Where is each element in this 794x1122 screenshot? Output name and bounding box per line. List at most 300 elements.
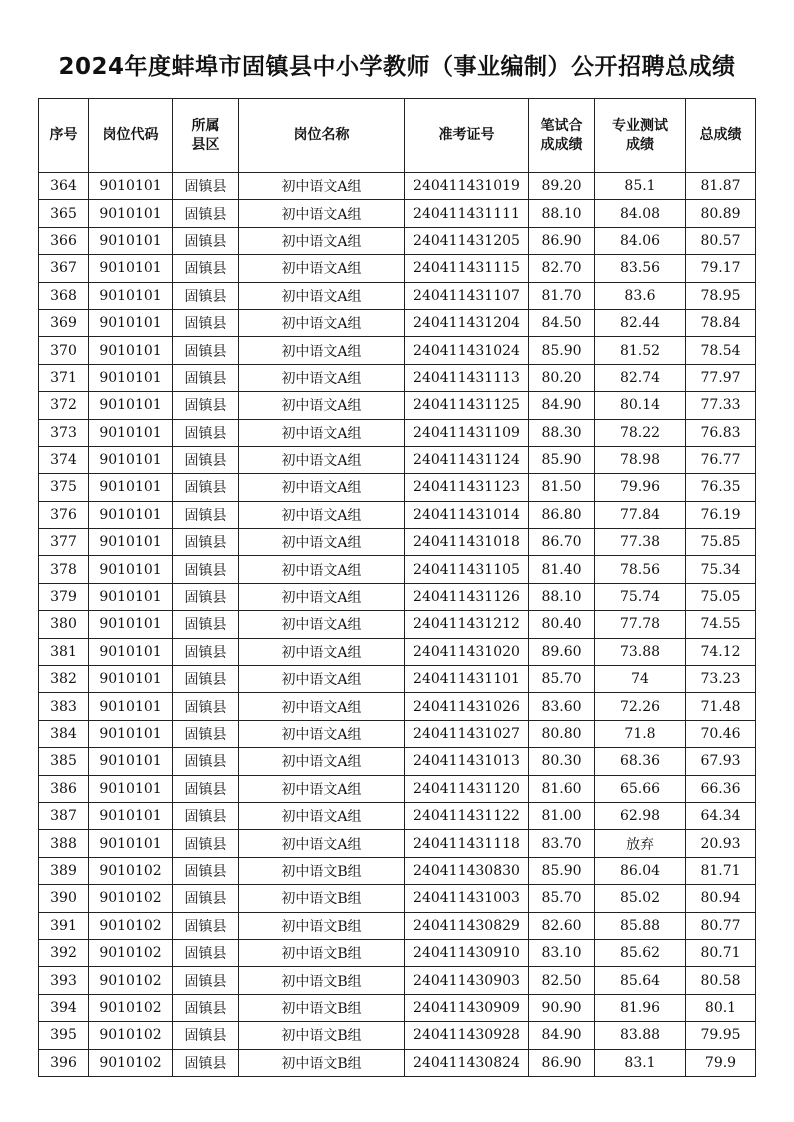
table-row (39, 775, 756, 802)
header-professional-line1: 专业测试 (612, 117, 668, 134)
cell-post-code: 9010101 (89, 173, 173, 200)
cell-post-code: 9010101 (89, 529, 173, 556)
cell-ticket-number: 240411431018 (405, 529, 529, 556)
cell-total-score: 81.71 (686, 857, 756, 884)
header-total-score (686, 99, 756, 173)
cell-post-name: 初中语文A组 (239, 775, 405, 802)
cell-written-score: 80.30 (529, 748, 595, 775)
cell-county: 固镇县 (173, 501, 239, 528)
cell-professional-score: 83.56 (595, 255, 686, 282)
cell-professional-score: 62.98 (595, 802, 686, 829)
table-row (39, 912, 756, 939)
cell-ticket-number: 240411431027 (405, 720, 529, 747)
cell-professional-score: 80.14 (595, 392, 686, 419)
cell-total-score: 64.34 (686, 802, 756, 829)
cell-post-name: 初中语文B组 (239, 939, 405, 966)
cell-professional-score: 85.62 (595, 939, 686, 966)
cell-post-name: 初中语文A组 (239, 364, 405, 391)
cell-total-score: 79.95 (686, 1022, 756, 1049)
cell-written-score: 80.80 (529, 720, 595, 747)
cell-seq: 372 (39, 392, 89, 419)
cell-county: 固镇县 (173, 309, 239, 336)
cell-county: 固镇县 (173, 1022, 239, 1049)
cell-written-score: 81.60 (529, 775, 595, 802)
table-row (39, 720, 756, 747)
cell-professional-score: 77.38 (595, 529, 686, 556)
cell-ticket-number: 240411430909 (405, 994, 529, 1021)
header-post-code-label: 岗位代码 (102, 127, 159, 143)
table-row (39, 474, 756, 501)
cell-professional-score: 85.88 (595, 912, 686, 939)
cell-written-score: 80.20 (529, 364, 595, 391)
cell-county: 固镇县 (173, 446, 239, 473)
header-written-line1: 笔试合 (540, 117, 583, 134)
cell-professional-score: 75.74 (595, 583, 686, 610)
cell-ticket-number: 240411431003 (405, 885, 529, 912)
cell-professional-score: 78.98 (595, 446, 686, 473)
cell-total-score: 80.57 (686, 227, 756, 254)
cell-county: 固镇县 (173, 173, 239, 200)
cell-seq: 366 (39, 227, 89, 254)
header-ticket-number (405, 99, 529, 173)
cell-post-name: 初中语文A组 (239, 529, 405, 556)
cell-professional-score: 68.36 (595, 748, 686, 775)
table-row (39, 282, 756, 309)
table-row (39, 802, 756, 829)
cell-post-code: 9010101 (89, 200, 173, 227)
cell-county: 固镇县 (173, 666, 239, 693)
cell-ticket-number: 240411431212 (405, 611, 529, 638)
cell-post-code: 9010101 (89, 364, 173, 391)
score-table-body (39, 173, 756, 1077)
table-row (39, 967, 756, 994)
cell-county: 固镇县 (173, 419, 239, 446)
cell-total-score: 80.77 (686, 912, 756, 939)
cell-written-score: 83.10 (529, 939, 595, 966)
cell-written-score: 86.90 (529, 1049, 595, 1076)
cell-ticket-number: 240411431013 (405, 748, 529, 775)
cell-ticket-number: 240411431122 (405, 802, 529, 829)
cell-professional-score: 81.96 (595, 994, 686, 1021)
cell-total-score: 78.54 (686, 337, 756, 364)
cell-post-code: 9010102 (89, 1022, 173, 1049)
cell-post-code: 9010101 (89, 638, 173, 665)
cell-ticket-number: 240411431105 (405, 556, 529, 583)
cell-post-name: 初中语文B组 (239, 857, 405, 884)
cell-total-score: 81.87 (686, 173, 756, 200)
cell-total-score: 76.77 (686, 446, 756, 473)
table-row (39, 501, 756, 528)
cell-professional-score: 72.26 (595, 693, 686, 720)
cell-post-name: 初中语文A组 (239, 200, 405, 227)
cell-post-name: 初中语文A组 (239, 583, 405, 610)
cell-seq: 368 (39, 282, 89, 309)
cell-written-score: 84.90 (529, 392, 595, 419)
cell-post-name: 初中语文A组 (239, 337, 405, 364)
cell-seq: 386 (39, 775, 89, 802)
cell-county: 固镇县 (173, 775, 239, 802)
cell-county: 固镇县 (173, 1049, 239, 1076)
cell-total-score: 80.1 (686, 994, 756, 1021)
cell-ticket-number: 240411431115 (405, 255, 529, 282)
cell-post-name: 初中语文A组 (239, 392, 405, 419)
cell-ticket-number: 240411431019 (405, 173, 529, 200)
cell-seq: 393 (39, 967, 89, 994)
header-post-name (239, 99, 405, 173)
cell-professional-score: 78.22 (595, 419, 686, 446)
cell-post-code: 9010101 (89, 583, 173, 610)
cell-seq: 376 (39, 501, 89, 528)
cell-total-score: 79.17 (686, 255, 756, 282)
cell-professional-score: 84.06 (595, 227, 686, 254)
cell-post-name: 初中语文A组 (239, 666, 405, 693)
cell-seq: 374 (39, 446, 89, 473)
cell-written-score: 88.10 (529, 583, 595, 610)
cell-seq: 395 (39, 1022, 89, 1049)
cell-seq: 379 (39, 583, 89, 610)
cell-seq: 365 (39, 200, 89, 227)
cell-written-score: 83.70 (529, 830, 595, 857)
header-county-line2: 县区 (191, 136, 220, 153)
cell-written-score: 81.00 (529, 802, 595, 829)
table-row (39, 994, 756, 1021)
cell-professional-score: 放弃 (595, 830, 686, 857)
cell-professional-score: 81.52 (595, 337, 686, 364)
cell-post-code: 9010101 (89, 611, 173, 638)
cell-county: 固镇县 (173, 885, 239, 912)
table-row (39, 556, 756, 583)
cell-seq: 373 (39, 419, 89, 446)
cell-county: 固镇县 (173, 364, 239, 391)
header-written-score (529, 99, 595, 173)
table-row (39, 693, 756, 720)
cell-written-score: 86.70 (529, 529, 595, 556)
cell-post-name: 初中语文A组 (239, 255, 405, 282)
cell-seq: 378 (39, 556, 89, 583)
cell-post-code: 9010102 (89, 885, 173, 912)
cell-post-code: 9010101 (89, 474, 173, 501)
cell-post-name: 初中语文A组 (239, 720, 405, 747)
cell-written-score: 88.10 (529, 200, 595, 227)
cell-post-code: 9010102 (89, 1049, 173, 1076)
cell-seq: 390 (39, 885, 89, 912)
cell-written-score: 81.70 (529, 282, 595, 309)
cell-county: 固镇县 (173, 583, 239, 610)
cell-post-code: 9010101 (89, 282, 173, 309)
cell-written-score: 84.90 (529, 1022, 595, 1049)
cell-post-name: 初中语文A组 (239, 282, 405, 309)
cell-post-code: 9010101 (89, 748, 173, 775)
page-title: 2024年度蚌埠市固镇县中小学教师（事业编制）公开招聘总成绩 (58, 54, 736, 80)
cell-post-code: 9010101 (89, 556, 173, 583)
cell-seq: 385 (39, 748, 89, 775)
cell-county: 固镇县 (173, 474, 239, 501)
cell-post-name: 初中语文A组 (239, 227, 405, 254)
cell-total-score: 76.19 (686, 501, 756, 528)
header-post-code (89, 99, 173, 173)
cell-post-name: 初中语文B组 (239, 885, 405, 912)
cell-written-score: 85.70 (529, 666, 595, 693)
cell-county: 固镇县 (173, 529, 239, 556)
cell-total-score: 78.84 (686, 309, 756, 336)
cell-county: 固镇县 (173, 967, 239, 994)
cell-county: 固镇县 (173, 200, 239, 227)
cell-written-score: 90.90 (529, 994, 595, 1021)
cell-post-code: 9010101 (89, 419, 173, 446)
header-county (173, 99, 239, 173)
cell-county: 固镇县 (173, 748, 239, 775)
cell-written-score: 83.60 (529, 693, 595, 720)
cell-total-score: 77.97 (686, 364, 756, 391)
cell-post-code: 9010101 (89, 802, 173, 829)
header-ticket-number-label: 准考证号 (438, 127, 495, 143)
cell-written-score: 85.90 (529, 446, 595, 473)
cell-ticket-number: 240411431026 (405, 693, 529, 720)
cell-professional-score: 85.64 (595, 967, 686, 994)
cell-written-score: 80.40 (529, 611, 595, 638)
cell-total-score: 80.94 (686, 885, 756, 912)
table-row (39, 666, 756, 693)
table-row (39, 529, 756, 556)
cell-post-code: 9010101 (89, 255, 173, 282)
table-row (39, 419, 756, 446)
cell-post-code: 9010101 (89, 693, 173, 720)
cell-county: 固镇县 (173, 611, 239, 638)
table-row (39, 446, 756, 473)
header-professional-score (595, 99, 686, 173)
cell-post-name: 初中语文A组 (239, 474, 405, 501)
cell-post-name: 初中语文A组 (239, 638, 405, 665)
cell-written-score: 86.80 (529, 501, 595, 528)
cell-post-name: 初中语文B组 (239, 967, 405, 994)
cell-county: 固镇县 (173, 638, 239, 665)
cell-post-code: 9010102 (89, 994, 173, 1021)
cell-professional-score: 73.88 (595, 638, 686, 665)
cell-total-score: 80.58 (686, 967, 756, 994)
cell-total-score: 75.85 (686, 529, 756, 556)
cell-post-code: 9010102 (89, 857, 173, 884)
cell-post-code: 9010101 (89, 446, 173, 473)
cell-total-score: 75.34 (686, 556, 756, 583)
cell-professional-score: 86.04 (595, 857, 686, 884)
cell-county: 固镇县 (173, 720, 239, 747)
cell-total-score: 74.55 (686, 611, 756, 638)
cell-post-code: 9010102 (89, 939, 173, 966)
cell-post-code: 9010101 (89, 501, 173, 528)
cell-county: 固镇县 (173, 255, 239, 282)
cell-seq: 375 (39, 474, 89, 501)
cell-post-name: 初中语文A组 (239, 693, 405, 720)
cell-written-score: 81.40 (529, 556, 595, 583)
cell-written-score: 85.90 (529, 337, 595, 364)
cell-total-score: 66.36 (686, 775, 756, 802)
cell-ticket-number: 240411430829 (405, 912, 529, 939)
cell-county: 固镇县 (173, 392, 239, 419)
cell-county: 固镇县 (173, 282, 239, 309)
cell-professional-score: 83.88 (595, 1022, 686, 1049)
cell-ticket-number: 240411430830 (405, 857, 529, 884)
table-row (39, 611, 756, 638)
cell-post-code: 9010102 (89, 912, 173, 939)
cell-seq: 382 (39, 666, 89, 693)
table-row (39, 857, 756, 884)
table-row (39, 638, 756, 665)
table-header-row (39, 99, 756, 173)
cell-post-name: 初中语文A组 (239, 309, 405, 336)
cell-ticket-number: 240411431118 (405, 830, 529, 857)
cell-post-code: 9010101 (89, 309, 173, 336)
cell-ticket-number: 240411430928 (405, 1022, 529, 1049)
cell-ticket-number: 240411431126 (405, 583, 529, 610)
cell-county: 固镇县 (173, 227, 239, 254)
cell-seq: 377 (39, 529, 89, 556)
header-written-line2: 成成绩 (540, 136, 583, 153)
cell-post-name: 初中语文B组 (239, 912, 405, 939)
table-row (39, 392, 756, 419)
cell-county: 固镇县 (173, 857, 239, 884)
table-row (39, 255, 756, 282)
cell-seq: 371 (39, 364, 89, 391)
cell-written-score: 81.50 (529, 474, 595, 501)
cell-post-name: 初中语文A组 (239, 419, 405, 446)
cell-ticket-number: 240411431024 (405, 337, 529, 364)
cell-ticket-number: 240411431205 (405, 227, 529, 254)
cell-written-score: 82.50 (529, 967, 595, 994)
table-row (39, 1022, 756, 1049)
cell-post-name: 初中语文B组 (239, 1022, 405, 1049)
cell-post-code: 9010101 (89, 720, 173, 747)
cell-ticket-number: 240411431123 (405, 474, 529, 501)
cell-total-score: 76.35 (686, 474, 756, 501)
cell-total-score: 80.71 (686, 939, 756, 966)
cell-seq: 387 (39, 802, 89, 829)
cell-professional-score: 77.84 (595, 501, 686, 528)
cell-written-score: 84.50 (529, 309, 595, 336)
cell-professional-score: 74 (595, 666, 686, 693)
cell-professional-score: 83.1 (595, 1049, 686, 1076)
cell-professional-score: 79.96 (595, 474, 686, 501)
cell-ticket-number: 240411431125 (405, 392, 529, 419)
cell-county: 固镇县 (173, 830, 239, 857)
cell-ticket-number: 240411430910 (405, 939, 529, 966)
cell-post-name: 初中语文A组 (239, 802, 405, 829)
cell-written-score: 82.70 (529, 255, 595, 282)
cell-written-score: 89.60 (529, 638, 595, 665)
header-seq (39, 99, 89, 173)
score-table (38, 98, 756, 1077)
cell-seq: 384 (39, 720, 89, 747)
cell-seq: 383 (39, 693, 89, 720)
cell-total-score: 75.05 (686, 583, 756, 610)
cell-written-score: 88.30 (529, 419, 595, 446)
cell-post-name: 初中语文A组 (239, 611, 405, 638)
table-row (39, 830, 756, 857)
cell-total-score: 71.48 (686, 693, 756, 720)
cell-seq: 394 (39, 994, 89, 1021)
cell-ticket-number: 240411431101 (405, 666, 529, 693)
cell-post-code: 9010101 (89, 337, 173, 364)
cell-post-name: 初中语文A组 (239, 173, 405, 200)
cell-written-score: 82.60 (529, 912, 595, 939)
table-row (39, 939, 756, 966)
header-post-name-label: 岗位名称 (293, 127, 350, 143)
table-row (39, 309, 756, 336)
table-row (39, 364, 756, 391)
cell-seq: 381 (39, 638, 89, 665)
table-row (39, 173, 756, 200)
cell-professional-score: 65.66 (595, 775, 686, 802)
cell-ticket-number: 240411431107 (405, 282, 529, 309)
cell-post-name: 初中语文A组 (239, 556, 405, 583)
cell-professional-score: 83.6 (595, 282, 686, 309)
cell-total-score: 67.93 (686, 748, 756, 775)
cell-post-code: 9010101 (89, 775, 173, 802)
cell-total-score: 20.93 (686, 830, 756, 857)
table-row (39, 1049, 756, 1076)
cell-post-code: 9010102 (89, 967, 173, 994)
table-row (39, 885, 756, 912)
cell-total-score: 70.46 (686, 720, 756, 747)
cell-seq: 396 (39, 1049, 89, 1076)
cell-post-code: 9010101 (89, 666, 173, 693)
cell-ticket-number: 240411431124 (405, 446, 529, 473)
cell-professional-score: 71.8 (595, 720, 686, 747)
cell-professional-score: 84.08 (595, 200, 686, 227)
header-county-line1: 所属 (191, 117, 220, 134)
cell-ticket-number: 240411431014 (405, 501, 529, 528)
cell-post-code: 9010101 (89, 227, 173, 254)
cell-total-score: 77.33 (686, 392, 756, 419)
cell-post-name: 初中语文B组 (239, 1049, 405, 1076)
cell-seq: 392 (39, 939, 89, 966)
cell-professional-score: 78.56 (595, 556, 686, 583)
cell-total-score: 80.89 (686, 200, 756, 227)
cell-written-score: 85.70 (529, 885, 595, 912)
cell-county: 固镇县 (173, 693, 239, 720)
cell-total-score: 76.83 (686, 419, 756, 446)
cell-ticket-number: 240411431020 (405, 638, 529, 665)
cell-seq: 380 (39, 611, 89, 638)
cell-county: 固镇县 (173, 802, 239, 829)
cell-seq: 367 (39, 255, 89, 282)
table-row (39, 200, 756, 227)
cell-ticket-number: 240411430903 (405, 967, 529, 994)
cell-county: 固镇县 (173, 939, 239, 966)
cell-professional-score: 82.44 (595, 309, 686, 336)
table-row (39, 337, 756, 364)
cell-seq: 364 (39, 173, 89, 200)
cell-post-code: 9010101 (89, 830, 173, 857)
cell-ticket-number: 240411431111 (405, 200, 529, 227)
cell-post-code: 9010101 (89, 392, 173, 419)
cell-post-name: 初中语文A组 (239, 830, 405, 857)
cell-total-score: 73.23 (686, 666, 756, 693)
cell-professional-score: 77.78 (595, 611, 686, 638)
cell-ticket-number: 240411431204 (405, 309, 529, 336)
cell-professional-score: 85.02 (595, 885, 686, 912)
table-row (39, 748, 756, 775)
cell-county: 固镇县 (173, 912, 239, 939)
cell-seq: 391 (39, 912, 89, 939)
cell-total-score: 78.95 (686, 282, 756, 309)
cell-written-score: 86.90 (529, 227, 595, 254)
cell-written-score: 89.20 (529, 173, 595, 200)
cell-county: 固镇县 (173, 994, 239, 1021)
cell-ticket-number: 240411431113 (405, 364, 529, 391)
cell-post-name: 初中语文A组 (239, 748, 405, 775)
cell-seq: 388 (39, 830, 89, 857)
cell-seq: 389 (39, 857, 89, 884)
